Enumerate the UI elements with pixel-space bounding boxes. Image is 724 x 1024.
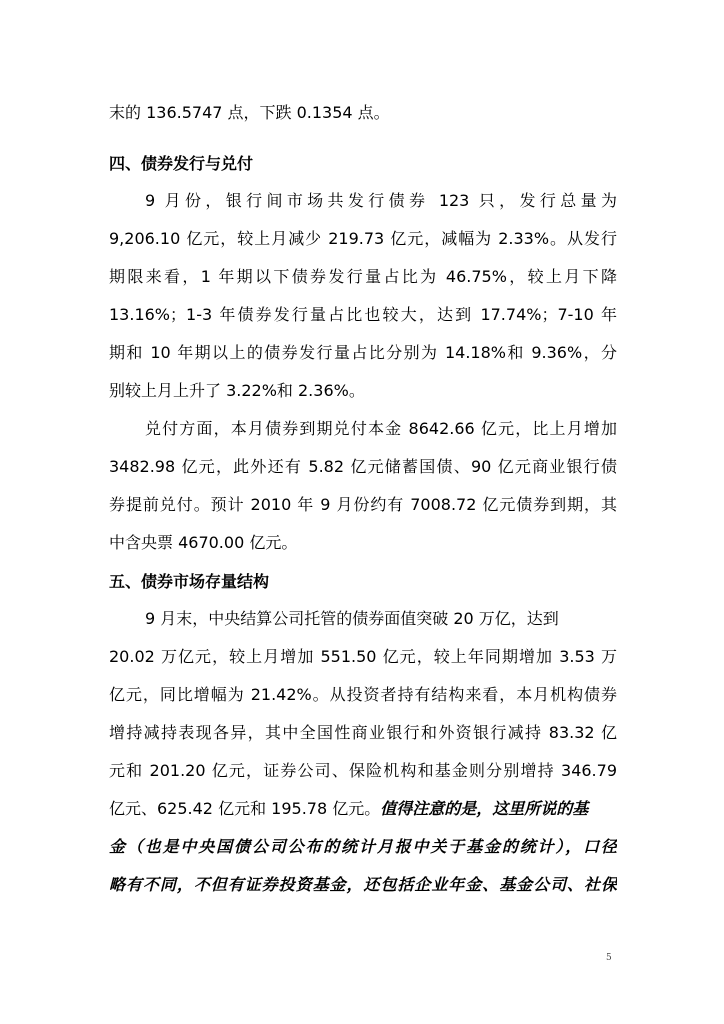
paragraph-line — [109, 799, 617, 819]
paragraph-line: 9 月份，银行间市场共发行债券 123 只，发行总量为 — [145, 191, 617, 210]
paragraph-line: 元和 201.20 亿元，证券公司、保险机构和基金则分别增持 346.79 — [109, 761, 617, 780]
paragraph-line: 别较上月上升了 3.22%和 2.36%。 — [109, 381, 365, 400]
paragraph-line: 期和 10 年期以上的债券发行量占比分别为 14.18%和 9.36%，分 — [109, 343, 617, 362]
line-text: 亿元、625.42 亿元和 195.78 亿元。 — [109, 799, 381, 818]
paragraph-line: 3482.98 亿元，此外还有 5.82 亿元储蓄国债、90 亿元商业银行债 — [109, 457, 617, 476]
paragraph-line: 中含央票 4670.00 亿元。 — [109, 533, 298, 552]
paragraph-line: 13.16%；1-3 年债券发行量占比也较大，达到 17.74%；7-10 年 — [109, 305, 617, 324]
paragraph-line: 亿元，同比增幅为 21.42%。从投资者持有结构来看，本月机构债券 — [109, 685, 617, 704]
paragraph-line: 9 月末，中央结算公司托管的债券面值突破 20 万亿，达到 — [145, 609, 559, 628]
paragraph-line: 兑付方面，本月债券到期兑付本金 8642.66 亿元，比上月增加 — [145, 419, 617, 438]
section-heading-stock-structure: 五、债券市场存量结构 — [109, 572, 270, 591]
emphasis-line: 金（也是中央国债公司公布的统计月报中关于基金的统计），口径 — [109, 837, 617, 856]
emphasis-text: 值得注意的是，这里所说的基 — [380, 799, 589, 818]
section-heading-bond-issuance: 四、债券发行与兑付 — [109, 154, 254, 173]
paragraph-line: 增持减持表现各异，其中全国性商业银行和外资银行减持 83.32 亿 — [109, 723, 617, 742]
paragraph-line: 末的 136.5747 点，下跌 0.1354 点。 — [109, 103, 390, 122]
paragraph-line: 9,206.10 亿元，较上月减少 219.73 亿元，减幅为 2.33%。从发行 — [109, 229, 617, 248]
paragraph-line: 20.02 万亿元，较上月增加 551.50 亿元，较上年同期增加 3.53 万 — [109, 647, 617, 666]
paragraph-line: 券提前兑付。预计 2010 年 9 月份约有 7008.72 亿元债券到期，其 — [109, 495, 617, 514]
emphasis-line: 略有不同，不但有证券投资基金，还包括企业年金、基金公司、社保 — [109, 875, 617, 894]
paragraph-line: 期限来看，1 年期以下债券发行量占比为 46.75%，较上月下降 — [109, 267, 617, 286]
page-number: 5 — [606, 953, 612, 963]
